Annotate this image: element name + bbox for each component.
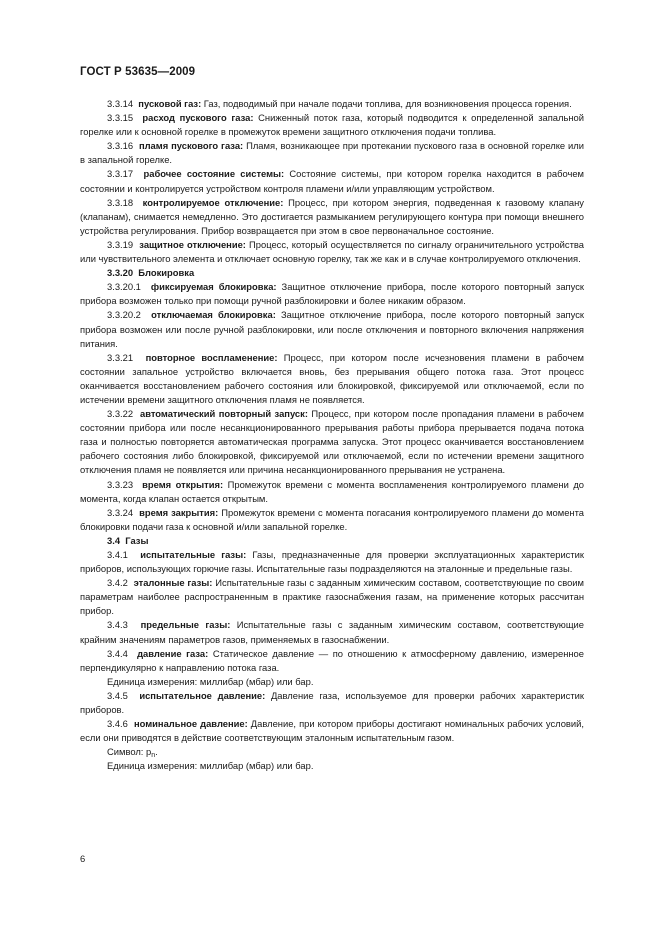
definition-text: Процесс, при котором энергия, подведенная к газовому клапану (клапанам), снимается немедленно. Это достигается размыканием регулирующего контура при помощи внешнего устройства регулирования. Прибор возвращается при этом в свое первоначальное состояние.: [80, 196, 584, 236]
clause-number: 3.3.23: [107, 478, 134, 490]
definition-text: Символ: p: [107, 746, 152, 758]
term: испытательные газы:: [140, 549, 247, 560]
definition-paragraph: [80, 576, 584, 618]
definition-text: Защитное отключение прибора, после которого повторный запуск прибора возможен или после ручной разблокировки, или после отключения и повторного включения напряжения питания.: [80, 309, 584, 349]
term: номинальное давление:: [133, 718, 248, 730]
term: пламя пускового газа:: [138, 140, 244, 152]
heading-text: Газы: [125, 534, 149, 546]
definition-text: Испытательные газы с заданным химическим составом, соответствующие крайним значениям параметров газов, применяемых в газоснабжении.: [80, 619, 585, 645]
definition-paragraph: [80, 647, 584, 675]
term: расход пускового газа:: [142, 112, 254, 124]
clause-number: 3.3.16: [107, 140, 134, 152]
document-header: ГОСТ Р 53635—2009: [80, 66, 196, 78]
definition-paragraph: [80, 618, 584, 646]
term: фиксируемая блокировка:: [150, 281, 277, 293]
term: автоматический повторный запуск:: [139, 408, 308, 420]
definition-text: Защитное отключение прибора, после которого повторный запуск прибора возможен только при помощи ручной разблокировки и более никаким образом.: [80, 281, 584, 307]
definition-text: Единица измерения: миллибар (мбар) или бар.: [107, 760, 314, 772]
definition-text: Процесс, при котором после исчезновения пламени в рабочем состоянии запальное устройство включается вновь, без прерывания общего потока газа. Этот процесс оканчивается восстановлением рабочего состояния или блокировкой, фиксируемой или отключаемой, если по истечении времени защитного отключения пламя не появляется.: [80, 351, 584, 405]
definition-paragraph: [80, 478, 584, 506]
definition-text: Газы, предназначенные для проверки эксплуатационных характеристик приборов, использующих горючие газы. Испытательные газы подразделяются на эталонные и предельные газы.: [80, 549, 585, 575]
clause-number: 3.3.22: [107, 408, 134, 420]
symbol-subscript: n: [151, 752, 156, 760]
definition-text: Газ, подводимый при начале подачи топлива, для возникновения процесса горения.: [201, 98, 572, 109]
definition-text: Процесс, который осуществляется по сигналу ограничительного устройства или чувствительного элемента и отключает основную горелку, так же как и в случае контролируемого отключения.: [80, 238, 584, 265]
term: рабочее состояние системы:: [143, 168, 285, 180]
definition-paragraph: [80, 111, 584, 139]
definition-text: Единица измерения: миллибар (мбар) или бар.: [107, 675, 314, 687]
definition-paragraph: [80, 97, 584, 111]
term: защитное отключение:: [139, 238, 246, 250]
clause-number: 3.3.14: [107, 98, 134, 109]
term: давление газа:: [137, 647, 209, 659]
clause-number: 3.4.4: [107, 647, 128, 659]
definition-paragraph: [80, 759, 584, 773]
clause-number: 3.3.20.1: [107, 281, 141, 293]
definition-paragraph: [80, 745, 584, 759]
definition-paragraph: [80, 351, 584, 407]
section-heading: [80, 534, 584, 548]
clause-number: 3.3.18: [107, 196, 134, 208]
term: эталонные газы:: [133, 577, 213, 589]
definition-text: Промежуток времени с момента погасания контролируемого пламени до момента блокировки подачи газа к основной и/или запальной горелке.: [80, 506, 585, 532]
clause-number: 3.3.19: [107, 238, 134, 250]
term: пусковой газ:: [138, 98, 202, 109]
definition-paragraph: [80, 238, 584, 266]
definition-paragraph: [80, 717, 584, 745]
clause-number: 3.4.6: [107, 718, 128, 730]
heading-text: Блокировка: [138, 267, 195, 279]
symbol-tail: .: [155, 746, 158, 758]
section-heading: [80, 266, 584, 280]
definition-paragraph: [80, 689, 584, 717]
definition-text: Состояние системы, при котором горелка находится в рабочем состоянии и контролируется устройством контроля пламени и/или управляющим устройством.: [80, 168, 584, 194]
definition-text: Пламя, возникающее при протекании пускового газа в основной горелке или в запальной горелке.: [80, 140, 584, 166]
definition-paragraph: [80, 139, 584, 167]
term: испытательное давление:: [139, 689, 266, 701]
clause-number: 3.3.20.2: [107, 309, 141, 321]
term: предельные газы:: [140, 619, 231, 631]
definition-paragraph: [80, 196, 584, 238]
term: время открытия:: [142, 478, 224, 490]
clause-number: 3.4.3: [107, 619, 128, 631]
definition-paragraph: [80, 407, 584, 477]
definition-text: Процесс, при котором после пропадания пламени в рабочем состоянии прибора или после несанкционированного прерывания работы прибора прерывается подача потока газа и полностью повторяется автоматическая программа запуска. Этот процесс оканчивается восстановлением рабочего состояния либо блокировкой, фиксируемой или отключаемой, если по истечении времени защитного отключения пламя не появляется или причина несанкционированного прерывания не устранена.: [80, 408, 585, 476]
term: повторное воспламенение:: [145, 351, 278, 363]
clause-number: 3.4.2: [107, 577, 128, 589]
clause-number: 3.3.17: [107, 168, 134, 180]
definition-paragraph: [80, 548, 584, 576]
definition-paragraph: [80, 675, 584, 689]
definition-paragraph: [80, 167, 584, 195]
definition-text: Испытательные газы с заданным химическим составом, соответствующие по своим параметрам наиболее распространенным в практике газоснабжения газам, на применение которых рассчитан прибор.: [80, 577, 584, 617]
term: время закрытия:: [139, 506, 219, 518]
page-number: 6: [80, 853, 86, 864]
clause-number: 3.3.24: [107, 506, 134, 518]
definition-text: Давление газа, используемое для проверки рабочих характеристик приборов.: [80, 689, 584, 716]
definition-paragraph: [80, 308, 584, 350]
clause-number: 3.4: [107, 534, 121, 546]
term: отключаемая блокировка:: [151, 309, 276, 321]
definition-text: Давление, при котором приборы достигают номинальных рабочих условий, если они приводятся в действие соответствующим эталонным испытательным газом.: [80, 718, 584, 744]
term: контролируемое отключение:: [142, 196, 284, 208]
document-body: [80, 97, 584, 774]
definition-paragraph: [80, 506, 584, 534]
definition-text: Статическое давление — по отношению к атмосферному давлению, измеренное перпендикулярно к направлению потока газа.: [80, 647, 584, 673]
clause-number: 3.3.15: [107, 112, 134, 124]
clause-number: 3.3.21: [107, 351, 134, 363]
clause-number: 3.4.1: [107, 549, 128, 560]
clause-number: 3.4.5: [107, 689, 128, 701]
definition-paragraph: [80, 280, 584, 308]
clause-number: 3.3.20: [107, 267, 134, 279]
definition-text: Сниженный поток газа, который подводится к определенной запальной горелке или к основной горелке в промежуток времени защитного отключения подачи топлива.: [80, 112, 585, 138]
definition-text: Промежуток времени с момента воспламенения контролируемого пламени до момента, когда клапан остается открытым.: [80, 478, 585, 504]
